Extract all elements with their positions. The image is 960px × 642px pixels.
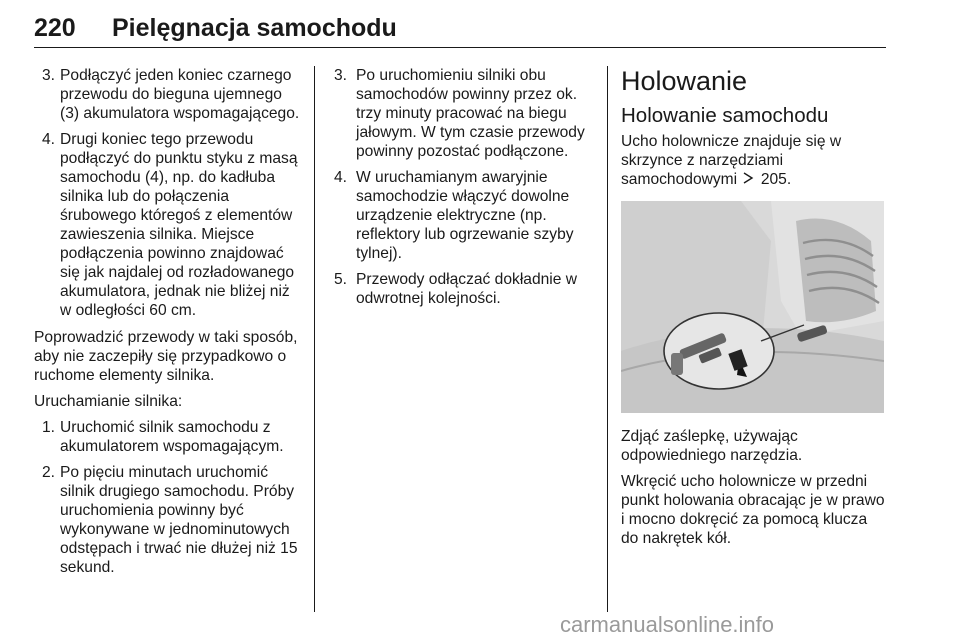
list-item-number: 2. [42,464,56,481]
list-item-number: 1. [42,419,56,436]
towing-eye-illustration [621,201,884,413]
paragraph [621,132,887,189]
list-item-number: 4. [334,169,348,186]
column-divider-right [607,66,608,612]
page-number: 220 [34,14,76,42]
list-item-text: W uruchamianym awaryjnie samochodzie włączyć dowolne urządzenie elektryczne (np. reflektory lub ogrzewanie szyby tylnej). [356,169,574,262]
list-item-number: 4. [42,131,56,148]
list-item [330,168,596,263]
list-item [330,66,596,161]
header-rule [34,47,886,48]
subsection-heading: Holowanie samochodu [621,104,829,127]
list-item [34,463,302,577]
list-item [330,270,596,308]
list-item-text: Podłączyć jeden koniec czarnego przewodu do bieguna ujemnego (3) akumulatora wspomagającego. [60,67,300,122]
page-header [34,14,886,50]
list-item-text: Po pięciu minutach uruchomić silnik drugiego samochodu. Próby uruchomienia powinny być wykonywane w jednominutowych odstępach i trwać nie dłużej niż 15 sekund. [60,464,298,576]
steps-list-c [330,66,596,308]
list-item [34,418,302,456]
list-item-text: Drugi koniec tego przewodu podłączyć do punktu styku z masą samochodu (4), np. do kadłuba silnika lub do połączenia śrubowego któregoś z elementów zawieszenia silnika. Miejsce podłączenia powinno znajdować się jak najdalej od rozładowanego akumulatora, jednak nie bliżej niż w odległości 60 cm. [60,131,298,319]
steps-list-b [34,418,302,577]
list-item-number: 3. [334,67,348,84]
section-heading: Holowanie [621,66,748,96]
list-item-text: Przewody odłączać dokładnie w odwrotnej kolejności. [356,271,578,307]
list-item [34,66,302,123]
paragraph: Wkręcić ucho holownicze w przedni punkt holowania obracając je w prawo i mocno dokręcić za pomocą klucza do nakrętek kół. [621,473,885,547]
list-item-text: Po uruchomieniu silniki obu samochodów powinny przez ok. trzy minuty pracować na biegu jałowym. W tym czasie przewody powinny pozostać podłączone. [356,67,585,160]
column-left [34,66,302,585]
watermark: carmanualsonline.info [560,612,775,637]
intro-text: Ucho holownicze znajduje się w skrzynce z narzędziami samochodowymi [621,133,842,188]
steps-list-a [34,66,302,320]
list-item-number: 5. [334,271,348,288]
list-item [34,130,302,320]
page-ref-icon [743,170,754,189]
page-title: Pielęgnacja samochodu [112,14,397,42]
paragraph: Uruchamianie silnika: [34,393,183,410]
column-divider-left [314,66,315,612]
list-item-text: Uruchomić silnik samochodu z akumulatorem wspomagającym. [60,419,284,455]
list-item-number: 3. [42,67,56,84]
page-ref: 205. [760,171,792,188]
column-middle [330,66,596,316]
column-right [621,66,887,555]
paragraph: Zdjąć zaślepkę, używając odpowiedniego narzędzia. [621,428,803,464]
paragraph: Poprowadzić przewody w taki sposób, aby nie zaczepiły się przypadkowo o ruchome elementy silnika. [34,329,298,384]
